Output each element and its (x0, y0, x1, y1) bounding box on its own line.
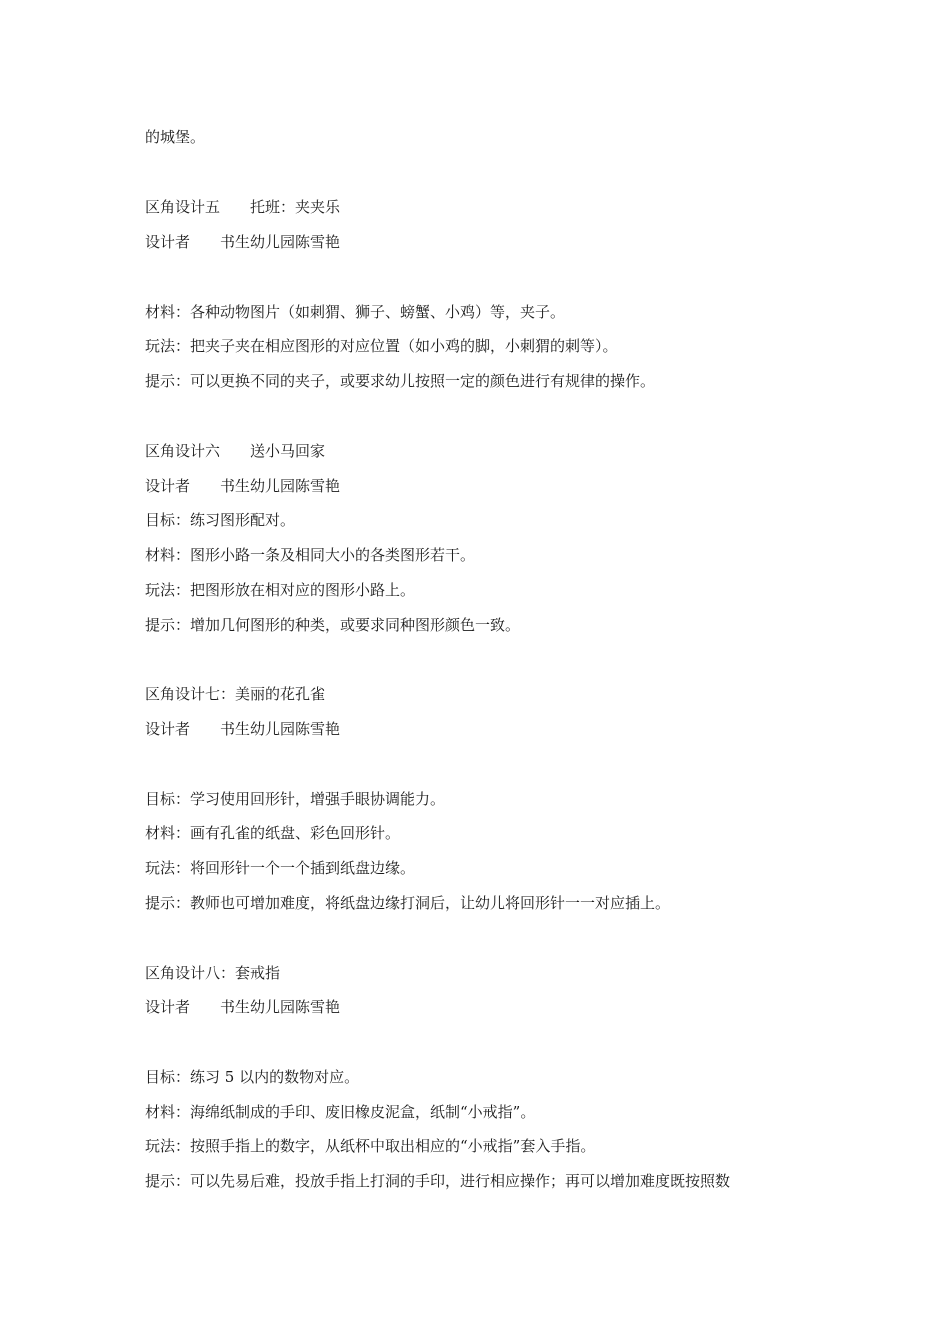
section-7-designer: 设计者 书生幼儿园陈雪艳 (145, 720, 341, 738)
section-6-designer: 设计者 书生幼儿园陈雪艳 (145, 477, 341, 495)
section-6-heading: 区角设计六 送小马回家 (145, 442, 326, 460)
section-5-materials: 材料：各种动物图片（如刺猬、狮子、螃蟹、小鸡）等，夹子。 (145, 303, 566, 321)
section-8-heading: 区角设计八：套戒指 (145, 964, 281, 982)
section-5-heading: 区角设计五 托班：夹夹乐 (145, 198, 341, 216)
section-8-tip: 提示：可以先易后难，投放手指上打洞的手印，进行相应操作；再可以增加难度既按照数 (145, 1172, 731, 1190)
section-8-designer: 设计者 书生幼儿园陈雪艳 (145, 998, 341, 1016)
section-6-materials: 材料：图形小路一条及相同大小的各类图形若干。 (145, 546, 476, 564)
section-7-heading: 区角设计七：美丽的花孔雀 (145, 685, 326, 703)
section-8-goal: 目标：练习 5 以内的数物对应。 (145, 1068, 360, 1086)
section-8-materials: 材料：海绵纸制成的手印、废旧橡皮泥盒，纸制“小戒指”。 (145, 1103, 536, 1121)
text-line-continuation: 的城堡。 (145, 128, 206, 146)
section-6-goal: 目标：练习图形配对。 (145, 511, 296, 529)
section-7-materials: 材料：画有孔雀的纸盘、彩色回形针。 (145, 824, 401, 842)
section-7-play: 玩法：将回形针一个一个插到纸盘边缘。 (145, 859, 416, 877)
section-5-play: 玩法：把夹子夹在相应图形的对应位置（如小鸡的脚，小刺猬的刺等）。 (145, 337, 618, 355)
section-5-tip: 提示：可以更换不同的夹子，或要求幼儿按照一定的颜色进行有规律的操作。 (145, 372, 656, 390)
section-7-tip: 提示：教师也可增加难度，将纸盘边缘打洞后，让幼儿将回形针一一对应插上。 (145, 894, 671, 912)
section-6-play: 玩法：把图形放在相对应的图形小路上。 (145, 581, 416, 599)
section-6-tip: 提示：增加几何图形的种类，或要求同种图形颜色一致。 (145, 616, 521, 634)
section-7-goal: 目标：学习使用回形针，增强手眼协调能力。 (145, 790, 446, 808)
section-5-designer: 设计者 书生幼儿园陈雪艳 (145, 233, 341, 251)
section-8-play: 玩法：按照手指上的数字，从纸杯中取出相应的“小戒指”套入手指。 (145, 1137, 596, 1155)
